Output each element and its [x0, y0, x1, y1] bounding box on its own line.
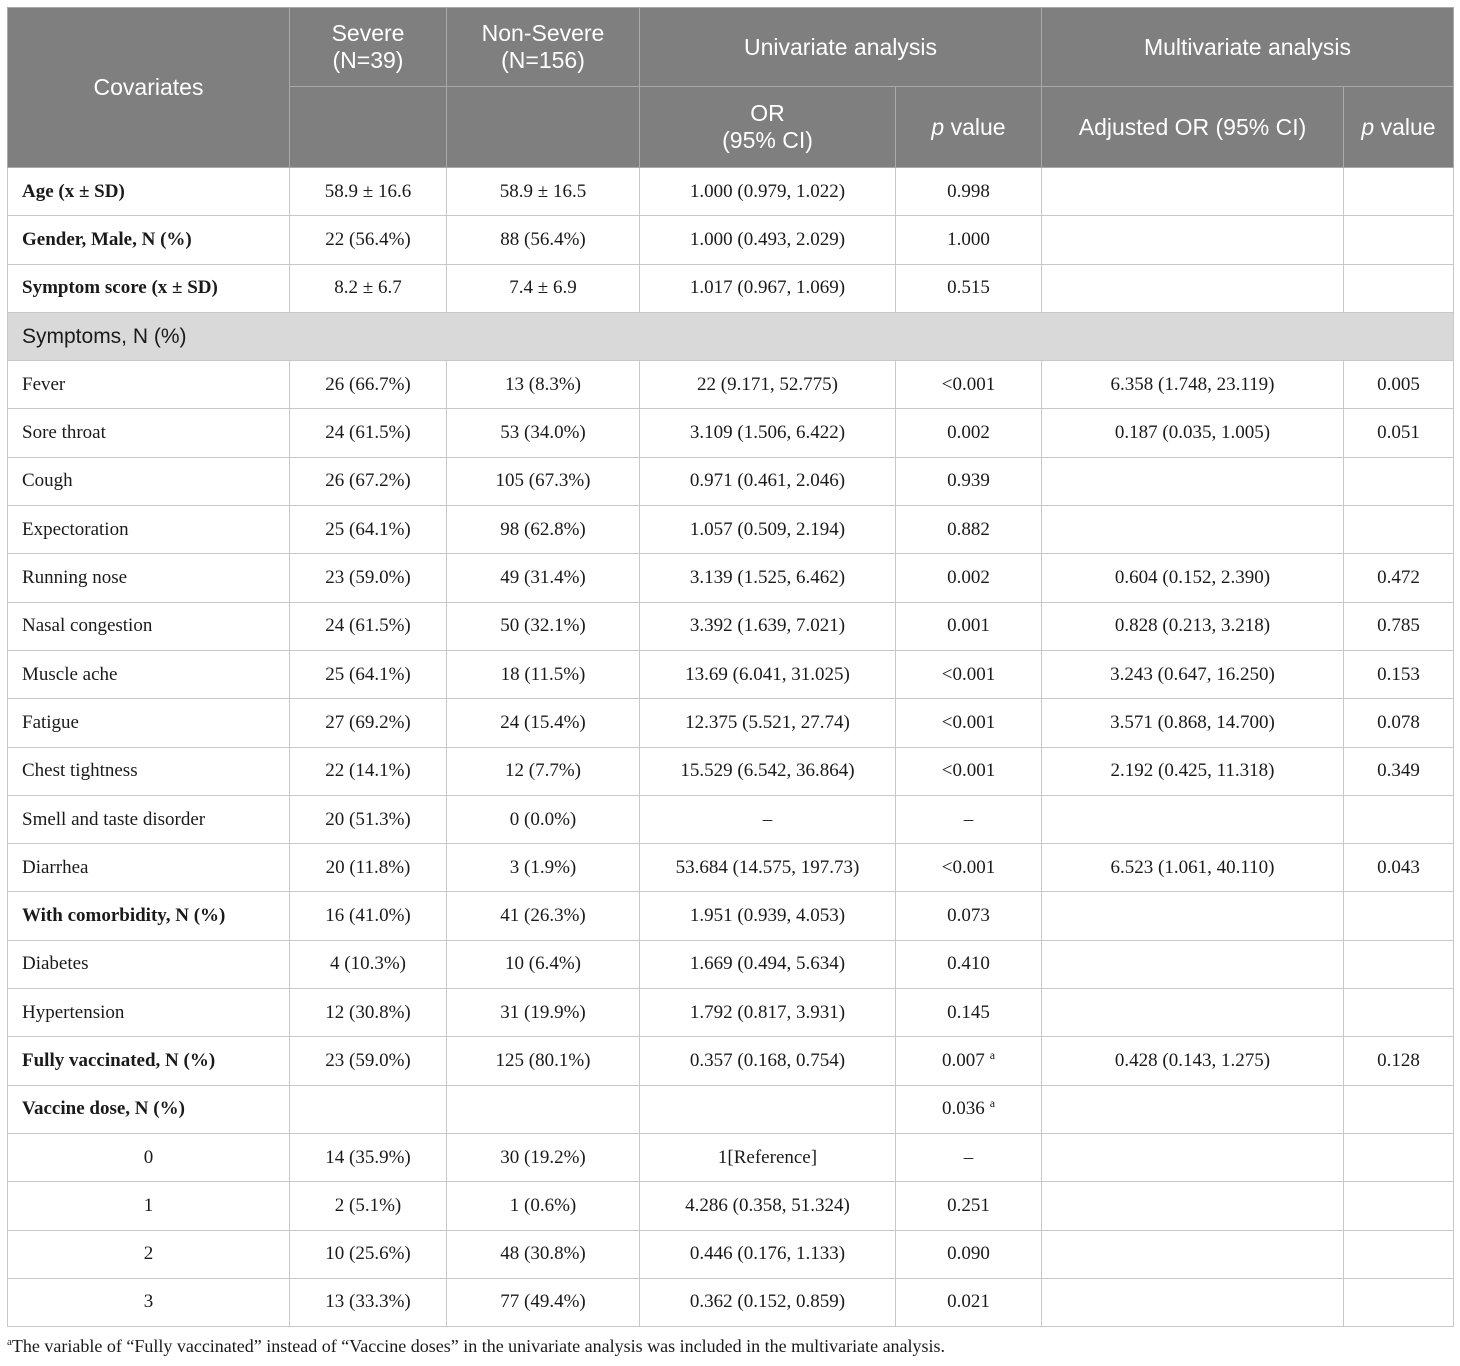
section-row — [8, 312, 1454, 360]
p-value-text: 0.515 — [947, 277, 990, 299]
p-value-text: <0.001 — [941, 711, 996, 733]
adjusted-or-value — [1042, 940, 1344, 988]
table-row — [8, 1133, 1454, 1181]
severe-value: 16 (41.0%) — [290, 892, 447, 940]
nonsevere-value: 12 (7.7%) — [447, 747, 640, 795]
or-value: 12.375 (5.521, 27.74) — [640, 699, 896, 747]
covariate-label: Running nose — [8, 554, 290, 602]
p-value-text: 0.090 — [947, 1243, 990, 1265]
table-body — [8, 168, 1454, 1327]
table-row — [8, 699, 1454, 747]
covariate-label: 0 — [8, 1133, 290, 1181]
severe-value: 26 (66.7%) — [290, 361, 447, 409]
adjusted-p-value: 0.472 — [1344, 554, 1454, 602]
or-value: 3.109 (1.506, 6.422) — [640, 409, 896, 457]
p-value — [896, 1133, 1042, 1181]
adjusted-or-value: 0.187 (0.035, 1.005) — [1042, 409, 1344, 457]
p-value — [896, 361, 1042, 409]
covariate-label: Fully vaccinated, N (%) — [8, 1037, 290, 1085]
adjusted-p-value — [1344, 168, 1454, 216]
nonsevere-value — [447, 1085, 640, 1133]
nonsevere-value: 77 (49.4%) — [447, 1278, 640, 1326]
header-adjusted-p-value: p value — [1344, 87, 1454, 168]
nonsevere-value: 13 (8.3%) — [447, 361, 640, 409]
severe-value: 13 (33.3%) — [290, 1278, 447, 1326]
or-value: 0.362 (0.152, 0.859) — [640, 1278, 896, 1326]
adjusted-or-value: 0.828 (0.213, 3.218) — [1042, 602, 1344, 650]
severe-value: 27 (69.2%) — [290, 699, 447, 747]
severe-value: 8.2 ± 6.7 — [290, 264, 447, 312]
adjusted-p-value: 0.153 — [1344, 650, 1454, 698]
adjusted-p-value: 0.043 — [1344, 844, 1454, 892]
header-multivariate: Multivariate analysis — [1042, 8, 1454, 87]
p-value — [896, 1278, 1042, 1326]
table-row — [8, 650, 1454, 698]
table-row — [8, 795, 1454, 843]
adjusted-p-value — [1344, 795, 1454, 843]
p-value-text: 0.410 — [947, 953, 990, 975]
adjusted-or-value: 2.192 (0.425, 11.318) — [1042, 747, 1344, 795]
p-value-footnote-marker: a — [989, 1096, 996, 1111]
or-value: 22 (9.171, 52.775) — [640, 361, 896, 409]
p-value-text: 0.001 — [947, 615, 990, 637]
p-value — [896, 264, 1042, 312]
p-value-text: 0.998 — [947, 180, 990, 202]
severe-value: 58.9 ± 16.6 — [290, 168, 447, 216]
p-value-text: 0.002 — [947, 567, 990, 589]
p-value — [896, 844, 1042, 892]
or-value: 0.357 (0.168, 0.754) — [640, 1037, 896, 1085]
p-value-text: – — [963, 1146, 974, 1168]
p-value — [896, 1037, 1042, 1085]
severe-value: 24 (61.5%) — [290, 602, 447, 650]
adjusted-p-value — [1344, 1133, 1454, 1181]
nonsevere-value: 49 (31.4%) — [447, 554, 640, 602]
covariate-label: Fatigue — [8, 699, 290, 747]
p-value-text: – — [963, 808, 974, 830]
p-value — [896, 506, 1042, 554]
covariate-label: Cough — [8, 457, 290, 505]
adjusted-or-value — [1042, 506, 1344, 554]
severe-value: 24 (61.5%) — [290, 409, 447, 457]
or-value: 1.000 (0.979, 1.022) — [640, 168, 896, 216]
p-value — [896, 1230, 1042, 1278]
covariate-label: Chest tightness — [8, 747, 290, 795]
nonsevere-value: 1 (0.6%) — [447, 1182, 640, 1230]
severe-value: 20 (11.8%) — [290, 844, 447, 892]
covariate-label: 3 — [8, 1278, 290, 1326]
header-severe: Severe (N=39) — [290, 8, 447, 87]
adjusted-or-value — [1042, 1182, 1344, 1230]
severe-value: 12 (30.8%) — [290, 989, 447, 1037]
nonsevere-value: 0 (0.0%) — [447, 795, 640, 843]
adjusted-or-value: 3.243 (0.647, 16.250) — [1042, 650, 1344, 698]
adjusted-or-value: 0.604 (0.152, 2.390) — [1042, 554, 1344, 602]
results-table — [7, 7, 1454, 1327]
adjusted-p-value — [1344, 1230, 1454, 1278]
covariate-label: Hypertension — [8, 989, 290, 1037]
or-value: 1.792 (0.817, 3.931) — [640, 989, 896, 1037]
adjusted-p-value — [1344, 989, 1454, 1037]
nonsevere-value: 24 (15.4%) — [447, 699, 640, 747]
covariate-label: 1 — [8, 1182, 290, 1230]
adjusted-or-value — [1042, 216, 1344, 264]
table-row — [8, 989, 1454, 1037]
nonsevere-value: 53 (34.0%) — [447, 409, 640, 457]
or-value: 1.057 (0.509, 2.194) — [640, 506, 896, 554]
footnote-marker: a — [7, 1336, 12, 1348]
nonsevere-value: 31 (19.9%) — [447, 989, 640, 1037]
adjusted-p-value — [1344, 1278, 1454, 1326]
or-value: 1.951 (0.939, 4.053) — [640, 892, 896, 940]
nonsevere-value: 30 (19.2%) — [447, 1133, 640, 1181]
p-value-footnote-marker: a — [989, 1047, 996, 1062]
table-row — [8, 554, 1454, 602]
p-value-text: 0.145 — [947, 1001, 990, 1023]
nonsevere-value: 10 (6.4%) — [447, 940, 640, 988]
table-row — [8, 457, 1454, 505]
adjusted-p-value — [1344, 506, 1454, 554]
covariate-label: Fever — [8, 361, 290, 409]
nonsevere-value: 50 (32.1%) — [447, 602, 640, 650]
adjusted-p-value — [1344, 1182, 1454, 1230]
or-value: 53.684 (14.575, 197.73) — [640, 844, 896, 892]
severe-value: 10 (25.6%) — [290, 1230, 447, 1278]
p-value — [896, 892, 1042, 940]
p-value — [896, 457, 1042, 505]
header-or: OR (95% CI) — [640, 87, 896, 168]
header-nonsevere: Non-Severe (N=156) — [447, 8, 640, 87]
table-row — [8, 1037, 1454, 1085]
nonsevere-value: 3 (1.9%) — [447, 844, 640, 892]
table-header — [8, 8, 1454, 168]
p-value-text: 0.251 — [947, 1194, 990, 1216]
header-severe-sub — [290, 87, 447, 168]
p-value — [896, 989, 1042, 1037]
adjusted-p-value — [1344, 264, 1454, 312]
or-value: 4.286 (0.358, 51.324) — [640, 1182, 896, 1230]
covariate-label: Vaccine dose, N (%) — [8, 1085, 290, 1133]
table-row — [8, 409, 1454, 457]
severe-value — [290, 1085, 447, 1133]
covariate-label: Age (x ± SD) — [8, 168, 290, 216]
or-value: – — [640, 795, 896, 843]
adjusted-p-value: 0.128 — [1344, 1037, 1454, 1085]
adjusted-or-value — [1042, 795, 1344, 843]
adjusted-or-value: 0.428 (0.143, 1.275) — [1042, 1037, 1344, 1085]
covariate-label: 2 — [8, 1230, 290, 1278]
table-row — [8, 940, 1454, 988]
adjusted-p-value — [1344, 216, 1454, 264]
p-value-text: 0.002 — [947, 422, 990, 444]
p-value — [896, 650, 1042, 698]
nonsevere-value: 48 (30.8%) — [447, 1230, 640, 1278]
severe-value: 26 (67.2%) — [290, 457, 447, 505]
table-row — [8, 1085, 1454, 1133]
nonsevere-value: 98 (62.8%) — [447, 506, 640, 554]
covariate-label: Expectoration — [8, 506, 290, 554]
p-value — [896, 602, 1042, 650]
p-value — [896, 1182, 1042, 1230]
severe-value: 25 (64.1%) — [290, 506, 447, 554]
or-value: 13.69 (6.041, 31.025) — [640, 650, 896, 698]
adjusted-or-value — [1042, 989, 1344, 1037]
table-row — [8, 1278, 1454, 1326]
table-row — [8, 168, 1454, 216]
adjusted-or-value — [1042, 1133, 1344, 1181]
p-value-text: 0.882 — [947, 518, 990, 540]
adjusted-or-value: 3.571 (0.868, 14.700) — [1042, 699, 1344, 747]
p-value — [896, 1085, 1042, 1133]
severe-value: 25 (64.1%) — [290, 650, 447, 698]
or-value — [640, 1085, 896, 1133]
covariate-label: Gender, Male, N (%) — [8, 216, 290, 264]
adjusted-p-value: 0.078 — [1344, 699, 1454, 747]
table-row — [8, 264, 1454, 312]
p-value-text: 0.073 — [947, 905, 990, 927]
p-value — [896, 940, 1042, 988]
adjusted-or-value — [1042, 1230, 1344, 1278]
p-value-text: <0.001 — [941, 373, 996, 395]
table-row — [8, 1182, 1454, 1230]
p-value — [896, 795, 1042, 843]
p-value-text: <0.001 — [941, 663, 996, 685]
p-value — [896, 168, 1042, 216]
severe-value: 23 (59.0%) — [290, 1037, 447, 1085]
p-value-text: 0.007 — [941, 1049, 985, 1071]
severe-value: 14 (35.9%) — [290, 1133, 447, 1181]
table-row — [8, 216, 1454, 264]
or-value: 0.446 (0.176, 1.133) — [640, 1230, 896, 1278]
adjusted-p-value: 0.051 — [1344, 409, 1454, 457]
table-row — [8, 747, 1454, 795]
or-value: 15.529 (6.542, 36.864) — [640, 747, 896, 795]
covariate-label: With comorbidity, N (%) — [8, 892, 290, 940]
severe-value: 22 (14.1%) — [290, 747, 447, 795]
p-value-text: <0.001 — [941, 760, 996, 782]
severe-value: 20 (51.3%) — [290, 795, 447, 843]
p-value — [896, 747, 1042, 795]
header-nonsevere-sub — [447, 87, 640, 168]
adjusted-or-value — [1042, 168, 1344, 216]
nonsevere-value: 58.9 ± 16.5 — [447, 168, 640, 216]
p-value — [896, 699, 1042, 747]
adjusted-or-value — [1042, 457, 1344, 505]
adjusted-or-value: 6.523 (1.061, 40.110) — [1042, 844, 1344, 892]
nonsevere-value: 41 (26.3%) — [447, 892, 640, 940]
table-row — [8, 844, 1454, 892]
header-covariates: Covariates — [8, 8, 290, 168]
adjusted-or-value — [1042, 1278, 1344, 1326]
p-value-text: 1.000 — [947, 228, 990, 250]
footnote-text: The variable of “Fully vaccinated” instead of “Vaccine doses” in the univariate analysis was included in the multivariate analysis. — [11, 1336, 946, 1356]
covariate-label: Nasal congestion — [8, 602, 290, 650]
nonsevere-value: 105 (67.3%) — [447, 457, 640, 505]
or-value: 1.669 (0.494, 5.634) — [640, 940, 896, 988]
p-value — [896, 409, 1042, 457]
adjusted-p-value — [1344, 457, 1454, 505]
covariate-label: Symptom score (x ± SD) — [8, 264, 290, 312]
p-value-text: 0.939 — [947, 470, 990, 492]
p-value — [896, 554, 1042, 602]
or-value: 0.971 (0.461, 2.046) — [640, 457, 896, 505]
adjusted-p-value — [1344, 1085, 1454, 1133]
or-value: 1[Reference] — [640, 1133, 896, 1181]
header-univariate: Univariate analysis — [640, 8, 1042, 87]
adjusted-p-value: 0.349 — [1344, 747, 1454, 795]
adjusted-p-value: 0.005 — [1344, 361, 1454, 409]
or-value: 3.392 (1.639, 7.021) — [640, 602, 896, 650]
severe-value: 2 (5.1%) — [290, 1182, 447, 1230]
adjusted-p-value: 0.785 — [1344, 602, 1454, 650]
severe-value: 22 (56.4%) — [290, 216, 447, 264]
footnote — [7, 1336, 945, 1357]
covariate-label: Sore throat — [8, 409, 290, 457]
header-adjusted-or: Adjusted OR (95% CI) — [1042, 87, 1344, 168]
table-row — [8, 602, 1454, 650]
table-row — [8, 506, 1454, 554]
covariate-label: Diarrhea — [8, 844, 290, 892]
adjusted-or-value — [1042, 264, 1344, 312]
p-value-text: 0.021 — [947, 1291, 990, 1313]
adjusted-p-value — [1344, 940, 1454, 988]
section-label: Symptoms, N (%) — [8, 312, 1454, 360]
or-value: 1.017 (0.967, 1.069) — [640, 264, 896, 312]
nonsevere-value: 18 (11.5%) — [447, 650, 640, 698]
adjusted-or-value: 6.358 (1.748, 23.119) — [1042, 361, 1344, 409]
header-p-value: p value — [896, 87, 1042, 168]
table-row — [8, 1230, 1454, 1278]
covariate-label: Smell and taste disorder — [8, 795, 290, 843]
adjusted-or-value — [1042, 892, 1344, 940]
p-value-text: <0.001 — [941, 856, 996, 878]
or-value: 1.000 (0.493, 2.029) — [640, 216, 896, 264]
severe-value: 4 (10.3%) — [290, 940, 447, 988]
nonsevere-value: 7.4 ± 6.9 — [447, 264, 640, 312]
table-row — [8, 892, 1454, 940]
covariate-label: Muscle ache — [8, 650, 290, 698]
or-value: 3.139 (1.525, 6.462) — [640, 554, 896, 602]
adjusted-or-value — [1042, 1085, 1344, 1133]
p-value — [896, 216, 1042, 264]
severe-value: 23 (59.0%) — [290, 554, 447, 602]
p-value-text: 0.036 — [941, 1098, 985, 1120]
nonsevere-value: 125 (80.1%) — [447, 1037, 640, 1085]
nonsevere-value: 88 (56.4%) — [447, 216, 640, 264]
covariate-label: Diabetes — [8, 940, 290, 988]
table-row — [8, 361, 1454, 409]
adjusted-p-value — [1344, 892, 1454, 940]
